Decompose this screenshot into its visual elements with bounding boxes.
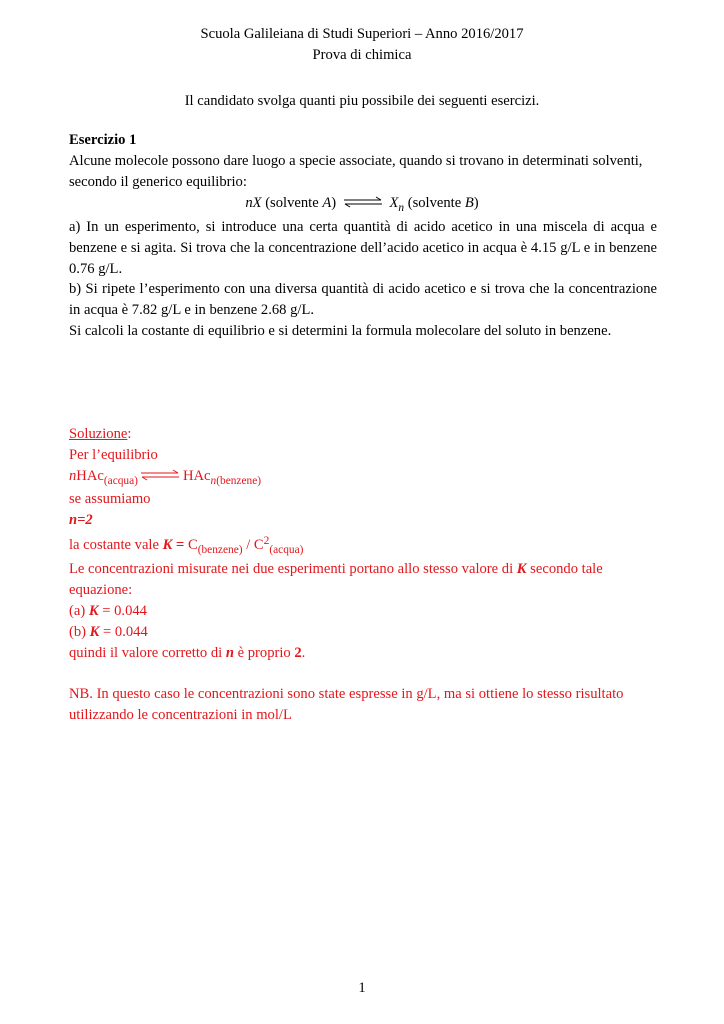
solution-note-line1: NB. In questo caso le concentrazioni sono state espresse in g/L, ma si ottiene lo stesso risultato bbox=[69, 686, 624, 702]
part-b-line1: b) Si ripete l’esperimento con una diversa quantità di acido acetico e si trova che la concentrazione bbox=[69, 281, 657, 297]
solution-result-a: (a) K = 0.044 bbox=[69, 603, 147, 619]
part-a-line2: benzene e si agita. Si trova che la concentrazione dell’acido acetico in acqua è 4.15 g/L e in benzene bbox=[69, 240, 657, 256]
equilibrium-arrow-icon bbox=[140, 469, 180, 481]
page-number: 1 bbox=[358, 980, 366, 996]
solution-assume: se assumiamo bbox=[69, 491, 151, 507]
solution-conc-line1: Le concentrazioni misurate nei due esperimenti portano allo stesso valore di K secondo tale bbox=[69, 561, 603, 577]
solution-title: Soluzione: bbox=[69, 426, 132, 442]
solution-conclusion: quindi il valore corretto di n è proprio 2. bbox=[69, 645, 306, 661]
part-a-line3: 0.76 g/L. bbox=[69, 261, 123, 277]
part-b-line2: in acqua è 7.82 g/L e in benzene 2.68 g/L. bbox=[69, 302, 315, 318]
solution-per: Per l’equilibrio bbox=[69, 447, 158, 463]
equilibrium-arrow-icon bbox=[343, 196, 383, 208]
solution-n-value: n=2 bbox=[69, 512, 93, 528]
solution-result-b: (b) K = 0.044 bbox=[69, 624, 148, 640]
header-title: Scuola Galileiana di Studi Superiori – Anno 2016/2017 bbox=[200, 26, 524, 42]
header-subtitle: Prova di chimica bbox=[312, 47, 412, 63]
intro-text: Il candidato svolga quanti piu possibile dei seguenti esercizi. bbox=[184, 93, 540, 109]
part-a-line1: a) In un esperimento, si introduce una certa quantità di acido acetico in una miscela di acqua e bbox=[69, 219, 657, 235]
exercise-text-line2: secondo il generico equilibrio: bbox=[69, 174, 247, 190]
exercise-question: Si calcoli la costante di equilibrio e si determini la formula molecolare del soluto in benzene. bbox=[69, 323, 612, 339]
equilibrium-equation: nX (solvente A) $X_n$ (solvente B) bbox=[245, 195, 479, 214]
solution-equation: nHAc$_{(acqua)}$ HAc$_{n(benzene)}$ bbox=[69, 468, 262, 487]
solution-note-line2: utilizzando le concentrazioni in mol/L bbox=[69, 707, 292, 723]
solution-k-formula: la costante vale $K = C_{(benzene)} / C^2_{(acqua)}$ bbox=[69, 534, 304, 556]
exercise-text-line1: Alcune molecole possono dare luogo a specie associate, quando si trovano in determinati solventi, bbox=[69, 153, 643, 169]
exercise-title: Esercizio 1 bbox=[69, 132, 137, 148]
solution-conc-line2: equazione: bbox=[69, 582, 133, 598]
